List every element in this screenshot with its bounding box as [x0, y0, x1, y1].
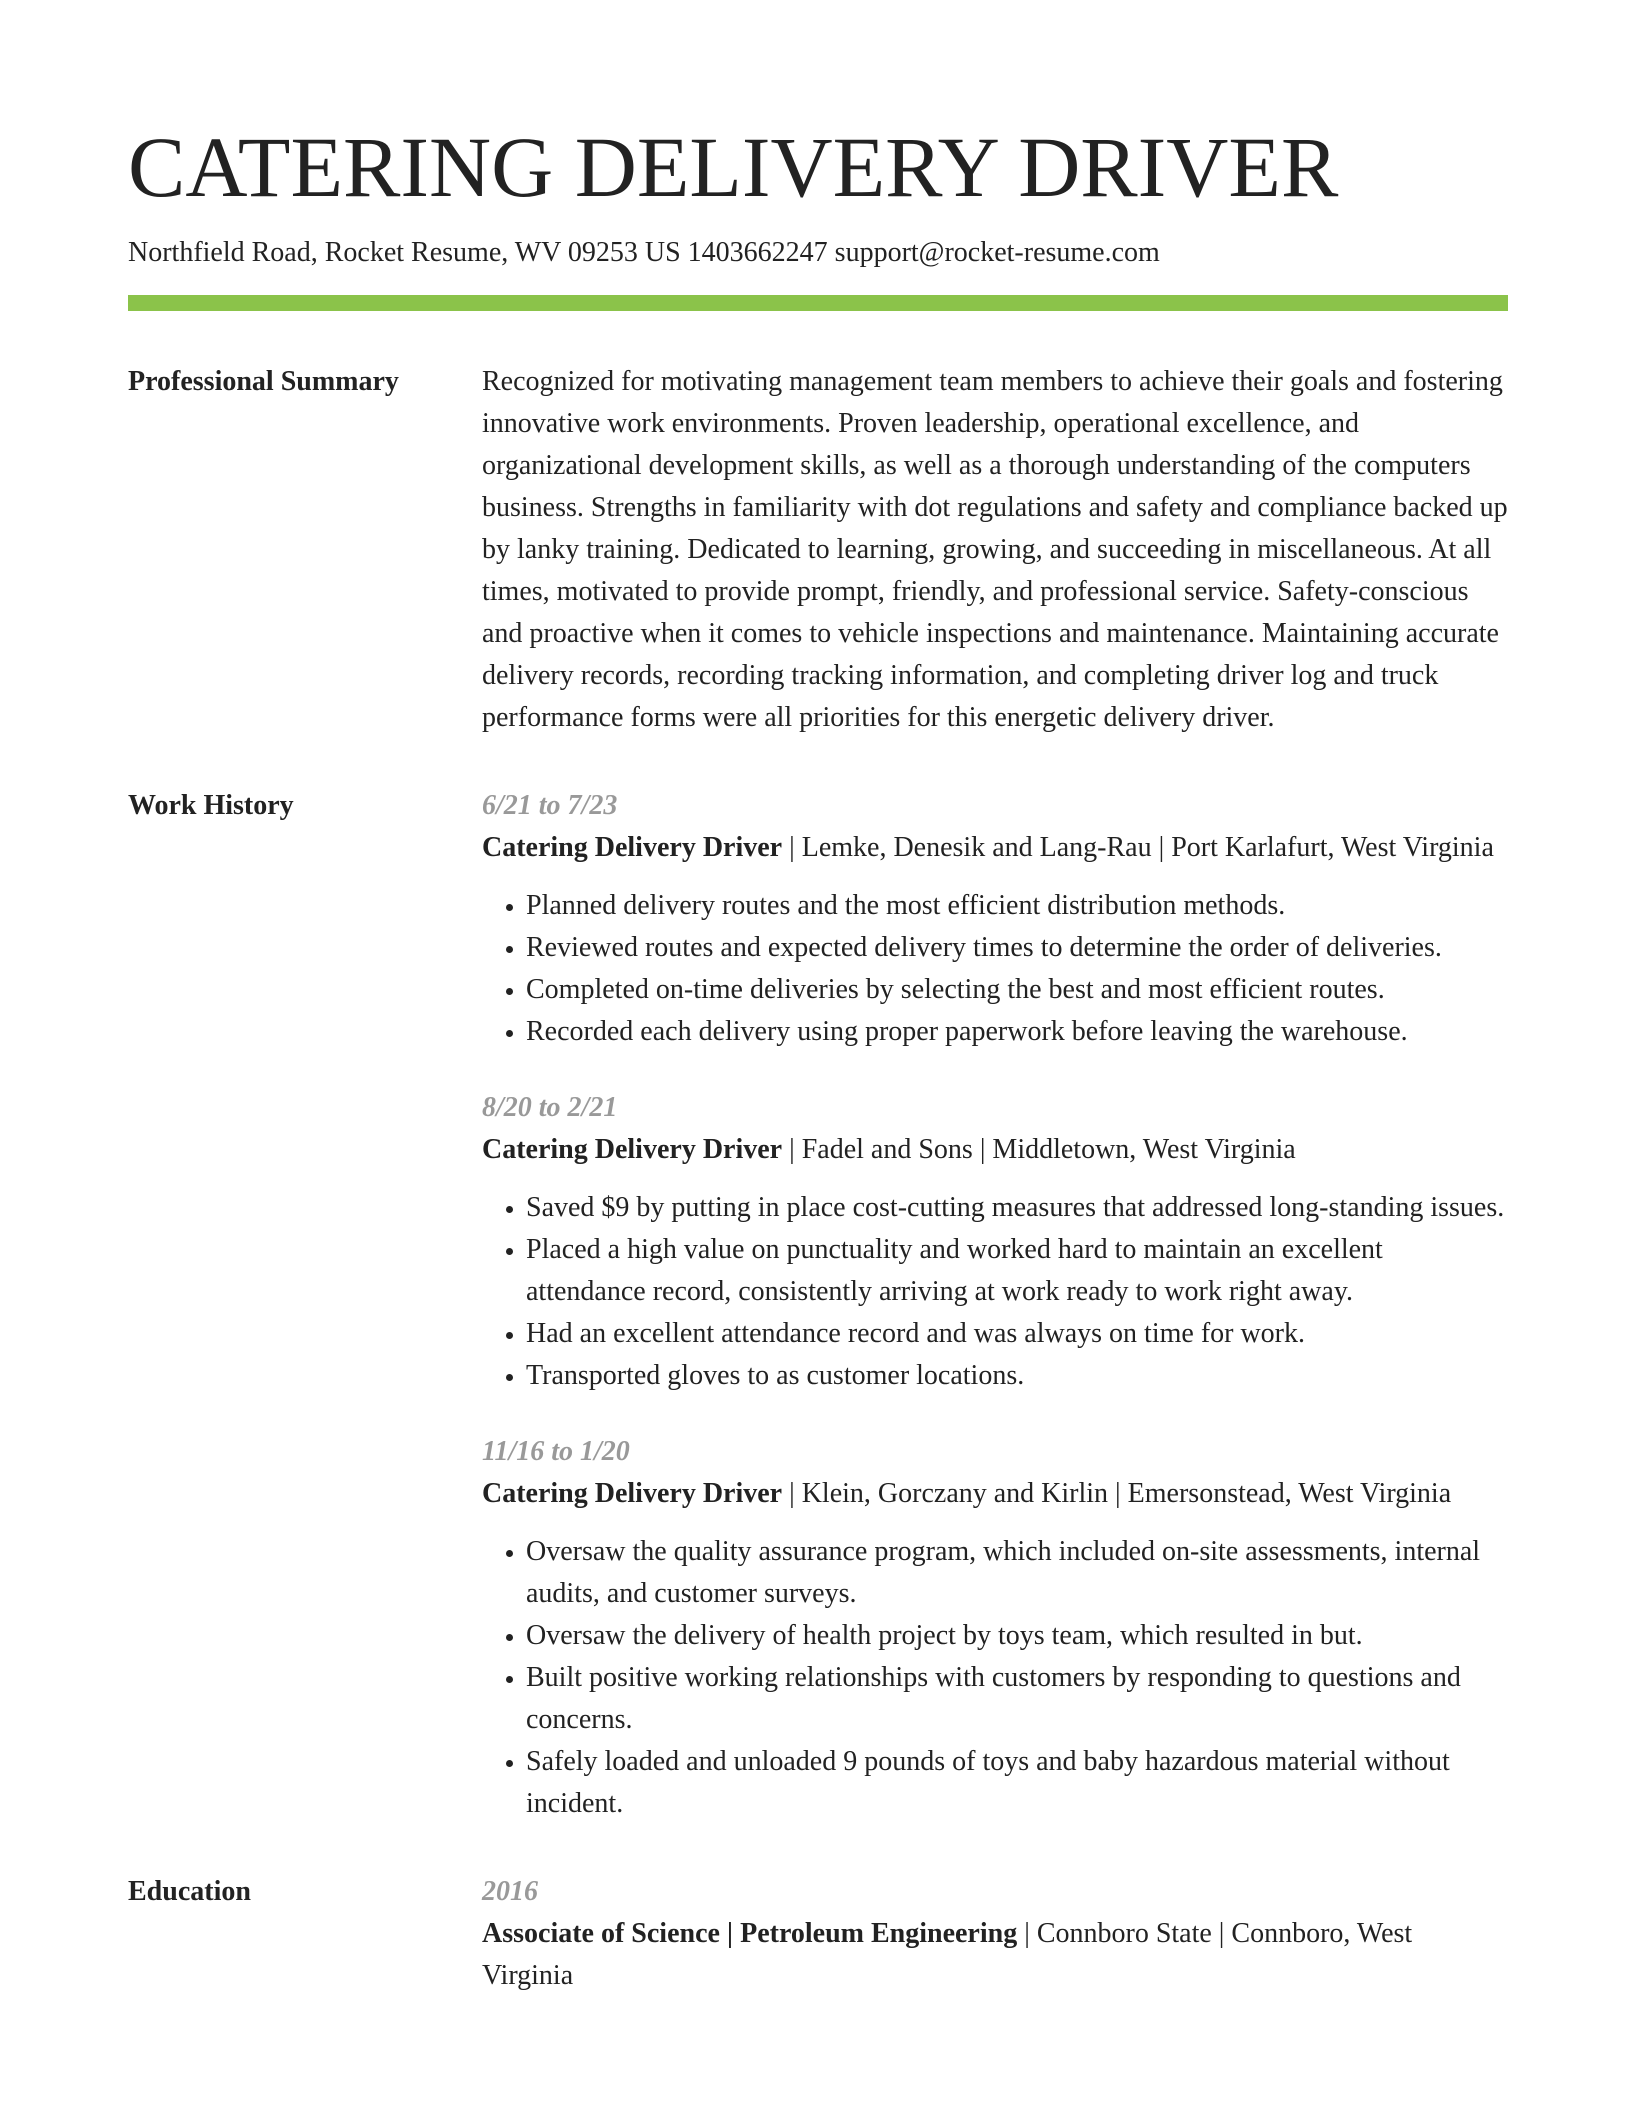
contact-line: Northfield Road, Rocket Resume, WV 09253 US 1403662247 support@rocket-resume.com	[128, 236, 1160, 268]
job-dates: 11/16 to 1/20	[482, 1435, 630, 1467]
section-title-summary: Professional Summary	[128, 365, 399, 397]
job-role: Catering Delivery Driver	[482, 1477, 783, 1509]
education-line	[482, 1913, 1508, 1997]
job-details: | Fadel and Sons | Middletown, West Virginia	[782, 1133, 1296, 1165]
job-details: | Lemke, Denesik and Lang-Rau | Port Karlafurt, West Virginia	[782, 831, 1494, 863]
job-title-line	[482, 827, 1508, 869]
section-title-education: Education	[128, 1875, 251, 1907]
work-history-body	[482, 785, 1508, 1825]
education-details: | Connboro State | Connboro, West Virginia	[482, 1917, 1413, 1991]
job-bullet: • Saved $9 by putting in place cost-cutting measures that addressed long-standing issues.	[526, 1187, 1508, 1229]
job-bullet-list	[482, 1531, 1508, 1825]
job-bullet: • Safely loaded and unloaded 9 pounds of toys and baby hazardous material without incident.	[526, 1741, 1508, 1825]
summary-body	[482, 361, 1508, 739]
section-title-work-history: Work History	[128, 789, 294, 821]
job-bullet: • Reviewed routes and expected delivery times to determine the order of deliveries.	[526, 927, 1508, 969]
education-year: 2016	[482, 1875, 538, 1907]
job-bullet: • Planned delivery routes and the most efficient distribution methods.	[526, 885, 1508, 927]
job-dates: 6/21 to 7/23	[482, 789, 618, 821]
job-title-line	[482, 1473, 1508, 1515]
education-degree: Associate of Science | Petroleum Engineering	[482, 1917, 1018, 1949]
education-body	[482, 1871, 1508, 1997]
job-details: | Klein, Gorczany and Kirlin | Emersonstead, West Virginia	[782, 1477, 1452, 1509]
job-bullet: • Transported gloves to as customer locations.	[526, 1355, 1508, 1397]
education-section	[128, 1871, 1508, 1997]
job-entry	[482, 1431, 1508, 1825]
job-bullet: • Recorded each delivery using proper paperwork before leaving the warehouse.	[526, 1011, 1508, 1053]
job-role: Catering Delivery Driver	[482, 831, 783, 863]
header-divider	[128, 295, 1508, 311]
job-bullet: • Built positive working relationships with customers by responding to questions and concerns.	[526, 1657, 1508, 1741]
job-bullet: • Completed on-time deliveries by selecting the best and most efficient routes.	[526, 969, 1508, 1011]
job-bullet: • Oversaw the delivery of health project by toys team, which resulted in but.	[526, 1615, 1508, 1657]
job-bullet: • Placed a high value on punctuality and worked hard to maintain an excellent attendance record, consistently arriving at work ready to work right away.	[526, 1229, 1508, 1313]
resume-name-heading: CATERING DELIVERY DRIVER	[128, 119, 1339, 215]
resume-page	[128, 0, 1508, 1997]
job-role: Catering Delivery Driver	[482, 1133, 783, 1165]
job-bullet: • Oversaw the quality assurance program, which included on-site assessments, internal audits, and customer surveys.	[526, 1531, 1508, 1615]
job-entry	[482, 785, 1508, 1053]
job-title-line	[482, 1129, 1508, 1171]
job-bullet-list	[482, 885, 1508, 1053]
summary-section	[128, 361, 1508, 739]
job-entry	[482, 1087, 1508, 1397]
job-dates: 8/20 to 2/21	[482, 1091, 618, 1123]
work-history-section	[128, 785, 1508, 1825]
job-bullet-list	[482, 1187, 1508, 1397]
job-bullet: • Had an excellent attendance record and was always on time for work.	[526, 1313, 1508, 1355]
summary-text: Recognized for motivating management team members to achieve their goals and fostering innovative work environments. Proven leadership, operational excellence, and organizational development skills, as well as a thorough understanding of the computers business. Strengths in familiarity with dot regulations and safety and compliance backed up by lanky training. Dedicated to learning, growing, and succeeding in miscellaneous. At all times, motivated to provide prompt, friendly, and professional service. Safety-conscious and proactive when it comes to vehicle inspections and maintenance. Maintaining accurate delivery records, recording tracking information, and completing driver log and truck performance forms were all priorities for this energetic delivery driver.	[482, 365, 1508, 733]
